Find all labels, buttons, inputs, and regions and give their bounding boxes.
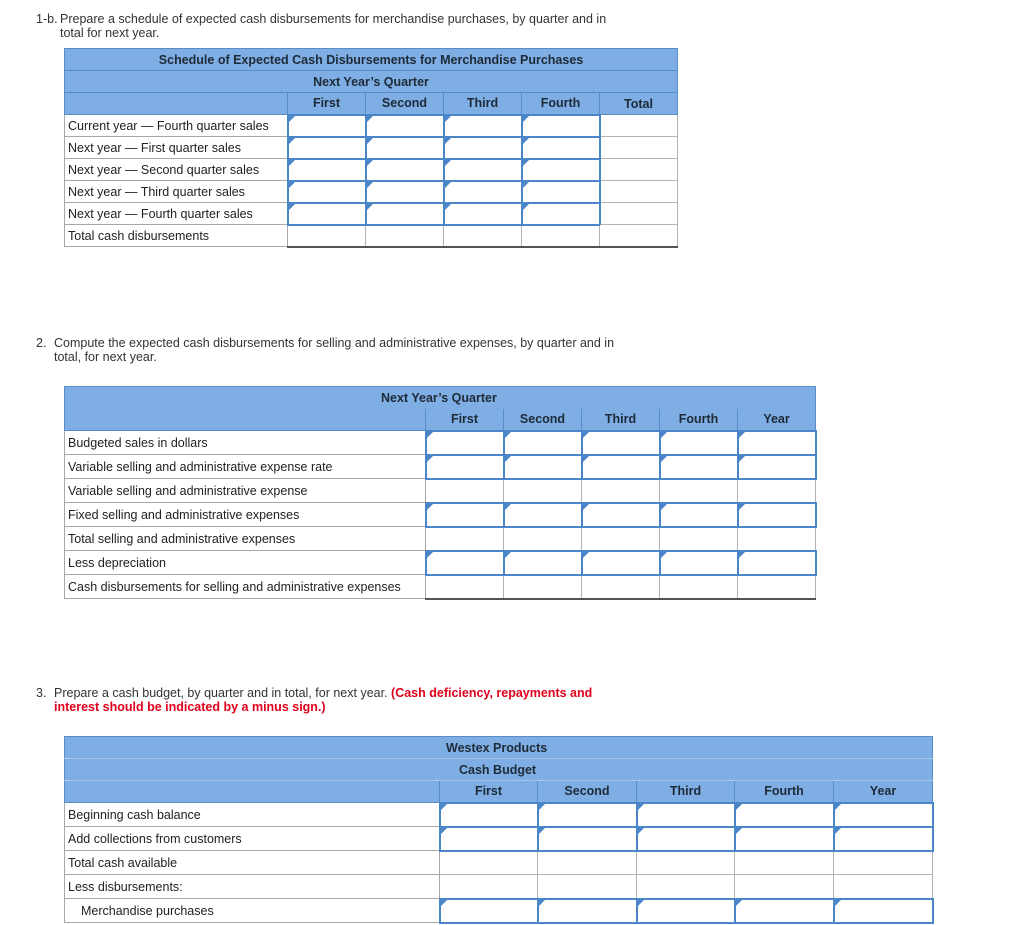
col-header-year: Year [834,781,933,803]
input-cell[interactable] [538,827,637,851]
computed-cell [738,479,816,503]
amount-input[interactable] [427,552,503,574]
amount-input[interactable] [427,504,503,526]
input-cell[interactable] [426,455,504,479]
table-row [65,115,678,137]
amount-input[interactable] [736,804,833,826]
amount-input[interactable] [523,204,599,224]
amount-input[interactable] [445,138,521,158]
row-label: Total selling and administrative expenses [65,527,426,551]
input-cell[interactable] [582,431,660,455]
input-cell[interactable] [366,159,444,181]
amount-input[interactable] [367,138,443,158]
corner-header [65,409,426,431]
col-header-first: First [288,93,366,115]
instruction-text: Prepare a schedule of expected cash disbursements for merchandise purchases, by quarter and in [60,12,607,26]
rate-input[interactable] [739,456,815,478]
input-cell[interactable] [582,503,660,527]
computed-cell [522,225,600,247]
input-cell[interactable] [522,115,600,137]
computed-cell [504,479,582,503]
input-cell[interactable] [426,503,504,527]
amount-input[interactable] [445,204,521,224]
computed-cell [637,851,735,875]
rate-input[interactable] [583,456,659,478]
input-cell[interactable] [504,503,582,527]
amount-input[interactable] [441,804,537,826]
input-cell[interactable] [660,503,738,527]
input-cell[interactable] [735,827,834,851]
table-row [65,875,933,899]
table-row [65,431,816,455]
computed-cell [660,575,738,599]
amount-input[interactable] [523,182,599,202]
row-label: Beginning cash balance [65,803,440,827]
computed-cell [600,115,678,137]
computed-cell [426,527,504,551]
row-label: Variable selling and administrative expense rate [65,455,426,479]
cash-budget-table [64,736,934,924]
input-cell[interactable] [444,159,522,181]
instruction-warning-cont: interest should be indicated by a minus sign.) [54,700,326,714]
row-label: Variable selling and administrative expense [65,479,426,503]
company-name: Westex Products [65,737,933,759]
table-title: Schedule of Expected Cash Disbursements for Merchandise Purchases [65,49,678,71]
input-cell[interactable] [538,899,637,923]
input-cell[interactable] [522,181,600,203]
col-header-year: Year [738,409,816,431]
input-cell[interactable] [288,181,366,203]
amount-input[interactable] [367,160,443,180]
input-cell[interactable] [538,803,637,827]
row-label: Cash disbursements for selling and administrative expenses [65,575,426,599]
amount-input[interactable] [523,138,599,158]
col-header-total: Total [600,93,678,115]
input-cell[interactable] [504,431,582,455]
computed-cell [538,851,637,875]
input-cell[interactable] [288,159,366,181]
amount-input[interactable] [441,900,537,922]
computed-cell [504,527,582,551]
table-row [65,827,933,851]
row-label: Merchandise purchases [65,899,440,923]
col-header-fourth: Fourth [522,93,600,115]
input-cell[interactable] [440,899,538,923]
amount-input[interactable] [367,182,443,202]
col-header-third: Third [444,93,522,115]
col-header-first: First [440,781,538,803]
table-row [65,575,816,599]
computed-cell [504,575,582,599]
corner-header [65,781,440,803]
input-cell[interactable] [288,115,366,137]
input-cell[interactable] [660,431,738,455]
amount-input[interactable] [523,160,599,180]
amount-input[interactable] [367,116,443,136]
input-cell[interactable] [522,137,600,159]
merchandise-disbursements-table [64,48,678,248]
selling-admin-table [64,386,817,600]
group-header: Next Year’s Quarter [65,387,816,409]
input-cell[interactable] [444,203,522,225]
computed-cell [582,527,660,551]
amount-input[interactable] [441,828,537,850]
rate-input[interactable] [505,456,581,478]
amount-input[interactable] [583,432,659,454]
computed-cell [426,575,504,599]
row-label: Add collections from customers [65,827,440,851]
amount-input[interactable] [539,900,636,922]
amount-input[interactable] [445,182,521,202]
input-cell[interactable] [738,503,816,527]
computed-cell [440,875,538,899]
computed-cell [582,575,660,599]
instruction-warning: (Cash deficiency, repayments and [391,686,593,700]
amount-input[interactable] [289,138,365,158]
input-cell[interactable] [637,899,735,923]
input-cell[interactable] [735,899,834,923]
amount-input[interactable] [638,828,734,850]
amount-input[interactable] [505,504,581,526]
table-row [65,527,816,551]
amount-input[interactable] [661,552,737,574]
rate-input[interactable] [427,456,503,478]
col-header-second: Second [504,409,582,431]
computed-cell [600,137,678,159]
table-row [65,181,678,203]
row-label: Total cash disbursements [65,225,288,247]
computed-cell [440,851,538,875]
amount-input[interactable] [835,804,932,826]
row-label: Next year — Fourth quarter sales [65,203,288,225]
row-label: Budgeted sales in dollars [65,431,426,455]
table-row [65,455,816,479]
amount-input[interactable] [661,432,737,454]
row-label: Total cash available [65,851,440,875]
amount-input[interactable] [523,116,599,136]
computed-cell [735,875,834,899]
col-header-third: Third [637,781,735,803]
input-cell[interactable] [444,181,522,203]
table-row [65,899,933,923]
amount-input[interactable] [289,160,365,180]
input-cell[interactable] [504,551,582,575]
row-label: Next year — First quarter sales [65,137,288,159]
amount-input[interactable] [427,432,503,454]
computed-cell [637,875,735,899]
amount-input[interactable] [661,504,737,526]
input-cell[interactable] [660,551,738,575]
input-cell[interactable] [288,137,366,159]
col-header-fourth: Fourth [660,409,738,431]
input-cell[interactable] [582,455,660,479]
amount-input[interactable] [739,552,815,574]
instruction-1b [36,12,651,40]
input-cell[interactable] [440,827,538,851]
amount-input[interactable] [289,116,365,136]
input-cell[interactable] [637,803,735,827]
computed-cell [735,851,834,875]
instruction-number: 1-b. [36,12,58,26]
amount-input[interactable] [289,182,365,202]
instruction-number: 2. [36,336,47,350]
amount-input[interactable] [736,900,833,922]
col-header-third: Third [582,409,660,431]
input-cell[interactable] [366,181,444,203]
input-cell[interactable] [660,455,738,479]
amount-input[interactable] [289,204,365,224]
input-cell[interactable] [522,159,600,181]
row-label: Next year — Third quarter sales [65,181,288,203]
instruction-text-cont: total, for next year. [54,350,157,364]
amount-input[interactable] [739,504,815,526]
computed-cell [538,875,637,899]
col-header-first: First [426,409,504,431]
input-cell[interactable] [444,115,522,137]
computed-cell [834,851,933,875]
table-row [65,503,816,527]
input-cell[interactable] [834,803,933,827]
input-cell[interactable] [738,431,816,455]
amount-input[interactable] [835,828,932,850]
table-row [65,159,678,181]
row-label: Fixed selling and administrative expenses [65,503,426,527]
corner-header [65,93,288,115]
computed-cell [738,527,816,551]
table-row [65,203,678,225]
amount-input[interactable] [835,900,932,922]
input-cell[interactable] [582,551,660,575]
computed-cell [582,479,660,503]
input-cell[interactable] [366,203,444,225]
input-cell[interactable] [444,137,522,159]
amount-input[interactable] [367,204,443,224]
amount-input[interactable] [505,552,581,574]
col-header-second: Second [538,781,637,803]
computed-cell [600,159,678,181]
computed-cell [600,181,678,203]
amount-input[interactable] [739,432,815,454]
input-cell[interactable] [440,803,538,827]
table-row [65,479,816,503]
computed-cell [426,479,504,503]
table-row [65,851,933,875]
row-label: Next year — Second quarter sales [65,159,288,181]
row-label: Less disbursements: [65,875,440,899]
amount-input[interactable] [638,900,734,922]
input-cell[interactable] [735,803,834,827]
computed-cell [600,203,678,225]
instruction-2 [36,336,651,364]
computed-cell [288,225,366,247]
computed-cell [660,527,738,551]
computed-cell [738,575,816,599]
input-cell[interactable] [738,455,816,479]
computed-cell [834,875,933,899]
input-cell[interactable] [366,137,444,159]
amount-input[interactable] [638,804,734,826]
table-row [65,225,678,247]
table-row [65,137,678,159]
table-row [65,551,816,575]
amount-input[interactable] [539,804,636,826]
rate-input[interactable] [661,456,737,478]
row-label: Current year — Fourth quarter sales [65,115,288,137]
table-row [65,803,933,827]
input-cell[interactable] [834,899,933,923]
instruction-text-cont: total for next year. [60,26,160,40]
instruction-3 [36,686,651,714]
amount-input[interactable] [736,828,833,850]
row-label: Less depreciation [65,551,426,575]
amount-input[interactable] [445,116,521,136]
input-cell[interactable] [738,551,816,575]
col-header-fourth: Fourth [735,781,834,803]
amount-input[interactable] [505,432,581,454]
computed-cell [444,225,522,247]
input-cell[interactable] [426,431,504,455]
amount-input[interactable] [445,160,521,180]
group-header: Next Year’s Quarter [65,71,678,93]
computed-cell [660,479,738,503]
instruction-number: 3. [36,686,47,700]
input-cell[interactable] [426,551,504,575]
input-cell[interactable] [522,203,600,225]
computed-cell [366,225,444,247]
input-cell[interactable] [637,827,735,851]
input-cell[interactable] [288,203,366,225]
budget-title: Cash Budget [65,759,933,781]
amount-input[interactable] [539,828,636,850]
computed-cell [600,225,678,247]
instruction-text: Compute the expected cash disbursements for selling and administrative expenses, by quarter and in [54,336,615,350]
instruction-text: Prepare a cash budget, by quarter and in total, for next year. [54,686,388,700]
input-cell[interactable] [504,455,582,479]
col-header-second: Second [366,93,444,115]
amount-input[interactable] [583,504,659,526]
input-cell[interactable] [366,115,444,137]
amount-input[interactable] [583,552,659,574]
input-cell[interactable] [834,827,933,851]
